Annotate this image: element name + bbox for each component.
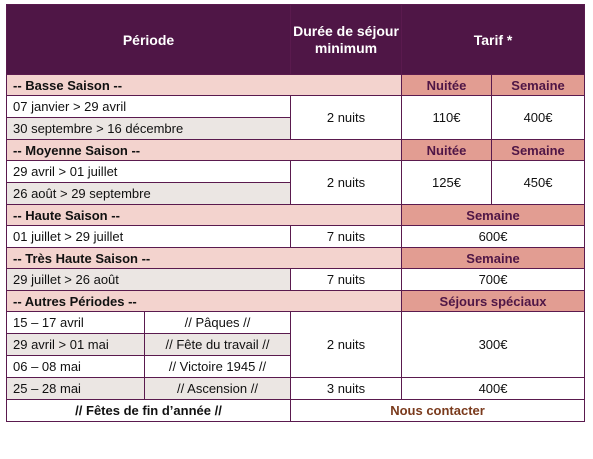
- price-week: 450€: [492, 161, 585, 205]
- section-basse-saison: [7, 75, 585, 96]
- period-dates: 25 – 28 mai: [7, 378, 145, 400]
- section-tres-haute-saison: [7, 248, 585, 269]
- section-title: -- Haute Saison --: [7, 205, 402, 226]
- price-week: 400€: [492, 96, 585, 140]
- nuitee-label: Nuitée: [402, 75, 492, 96]
- price-week: 600€: [402, 226, 585, 248]
- table-header: [7, 5, 585, 75]
- nuitee-label: Nuitée: [402, 140, 492, 161]
- section-autres-periodes: [7, 291, 585, 312]
- min-stay: 2 nuits: [291, 161, 402, 205]
- table-row: [7, 269, 585, 291]
- period-dates: 30 septembre > 16 décembre: [7, 118, 291, 140]
- holiday-label: // Fête du travail //: [145, 334, 291, 356]
- semaine-label: Semaine: [492, 75, 585, 96]
- period-dates: 01 juillet > 29 juillet: [7, 226, 291, 248]
- section-haute-saison: [7, 205, 585, 226]
- holiday-label: // Victoire 1945 //: [145, 356, 291, 378]
- period-dates: 29 avril > 01 mai: [7, 334, 145, 356]
- section-title: -- Très Haute Saison --: [7, 248, 402, 269]
- header-periode: Période: [7, 5, 291, 75]
- price-special: 300€: [402, 312, 585, 378]
- semaine-label: Semaine: [402, 205, 585, 226]
- section-moyenne-saison: [7, 140, 585, 161]
- table-row: [7, 312, 585, 334]
- holiday-label: // Ascension //: [145, 378, 291, 400]
- table-row: [7, 378, 585, 400]
- price-week: 700€: [402, 269, 585, 291]
- header-tarif: Tarif *: [402, 5, 585, 75]
- end-of-year-label: // Fêtes de fin d’année //: [7, 400, 291, 422]
- semaine-label: Semaine: [492, 140, 585, 161]
- semaine-label: Semaine: [402, 248, 585, 269]
- min-stay: 2 nuits: [291, 96, 402, 140]
- min-stay: 7 nuits: [291, 226, 402, 248]
- price-night: 110€: [402, 96, 492, 140]
- table-row: [7, 161, 585, 183]
- period-dates: 29 avril > 01 juillet: [7, 161, 291, 183]
- section-title: -- Basse Saison --: [7, 75, 402, 96]
- holiday-label: // Pâques //: [145, 312, 291, 334]
- section-title: -- Moyenne Saison --: [7, 140, 402, 161]
- price-special: 400€: [402, 378, 585, 400]
- price-night: 125€: [402, 161, 492, 205]
- min-stay: 3 nuits: [291, 378, 402, 400]
- special-stays-label: Séjours spéciaux: [402, 291, 585, 312]
- period-dates: 29 juillet > 26 août: [7, 269, 291, 291]
- tarif-table: [6, 4, 585, 422]
- period-dates: 06 – 08 mai: [7, 356, 145, 378]
- tarif-table-container: [6, 4, 585, 422]
- min-stay: 2 nuits: [291, 312, 402, 378]
- header-duree: Durée de séjour minimum: [291, 5, 402, 75]
- period-dates: 26 août > 29 septembre: [7, 183, 291, 205]
- contact-label: Nous contacter: [291, 400, 585, 422]
- table-row: [7, 226, 585, 248]
- table-row-end-of-year: [7, 400, 585, 422]
- table-row: [7, 96, 585, 118]
- period-dates: 15 – 17 avril: [7, 312, 145, 334]
- period-dates: 07 janvier > 29 avril: [7, 96, 291, 118]
- min-stay: 7 nuits: [291, 269, 402, 291]
- section-title: -- Autres Périodes --: [7, 291, 402, 312]
